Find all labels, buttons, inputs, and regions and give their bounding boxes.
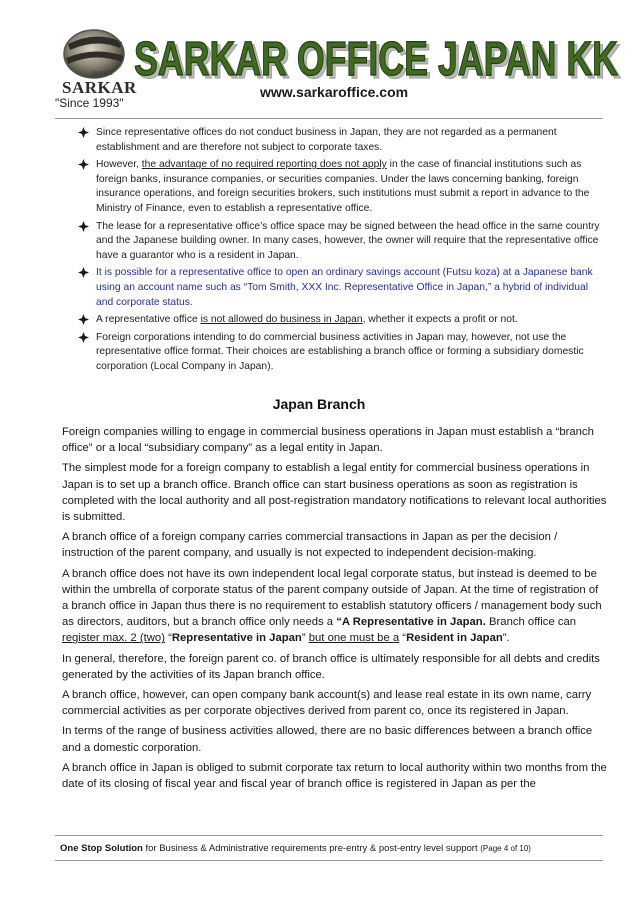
bullet-text-pre: A representative office [96,314,201,326]
footer-bottom-divider [55,860,603,861]
page-footer [60,843,531,854]
text-run: Branch office can [485,616,577,629]
bold-phrase: Resident in Japan [406,632,503,645]
text-run: “ [399,632,407,645]
paragraph: Foreign companies willing to engage in commercial business operations in Japan must establish a “branch office” or a local “subsidiary company” as a legal entity in Japan. [62,426,594,455]
section-body [62,424,607,796]
paragraph: In general, therefore, the foreign parent co. of branch office is ultimately responsible for all debts and credits generated by the activities of its Japan branch office. [62,652,600,681]
text-run: “ [164,632,172,645]
diamond-bullet-icon [78,221,89,232]
bullet-text: It is possible for a representative office to open an ordinary savings account (Futsu koza) at a Japanese bank using an account name such as “Tom Smith, XXX Inc. Representative Office in Japan,” a hybrid of individual and corporate status. [96,267,593,308]
section-title: Japan Branch [272,396,366,412]
logo-wordmark: SARKAR [62,78,137,97]
paragraph: A branch office, however, can open company bank account(s) and lease real estate in its own name, carry commercial activities as per corporate objectives derived from parent co, once its registered in Japan. [62,689,592,718]
bullet-text [96,314,518,325]
list-item [78,220,602,264]
text-run: A branch office does not have its own independent local legal corporate status, but instead is deemed to be within the umbrella of corporate status of the parent company outside of Japan. At the time of registration of a branch office in Japan thus there is no requirement to establish statutory officers / management body such as directors, auditors, but a branch office only needs a [62,567,602,629]
underlined-phrase: register max. 2 (two) [62,632,165,645]
list-item [78,158,602,216]
bullet-text: The lease for a representative office’s office space may be signed between the head office in the same country and the Japanese building owner. In many cases, however, the owner will require that the representative office have a guarantor who is a resident in Japan. [96,220,600,261]
paragraph: The simplest mode for a foreign company to establish a legal entity for commercial business operations in Japan is to set up a branch office. Branch office can start business operations as soon as registration is completed with the local authority and all post-registration mandatory notifications to relevant local authorities is submitted. [62,462,607,524]
page-header [0,0,638,120]
bullet-text-pre: However, [96,159,142,171]
paragraph [62,566,607,647]
paragraph: A branch office in Japan is obliged to submit corporate tax return to local authority within two months from the date of its closing of fiscal year and fiscal year of branch office is registered in Japan as per the [62,761,607,791]
diamond-bullet-icon [78,314,89,325]
paragraph: A branch office of a foreign company carries commercial transactions in Japan as per the decision / instruction of the parent company, and usually is not expected to independent decision-making. [62,531,558,560]
page-number: (Page 4 of 10) [480,844,531,853]
list-item [78,126,602,155]
since-tagline: "Since 1993" [55,96,124,110]
svg-text:SARKAR OFFICE JAPAN KK: SARKAR OFFICE JAPAN KK [137,36,622,83]
bullet-text: Since representative offices do not conduct business in Japan, they are not regarded as a permanent establishment and are therefore not subject to corporate taxes. [96,127,557,153]
text-run: ” [301,632,309,645]
paragraph: In terms of the range of business activities allowed, there are no basic differences between a branch office and a domestic corporation. [62,725,593,754]
bullet-text [96,159,589,214]
diamond-bullet-icon [78,127,89,138]
bullet-text-post: in the case of financial institutions such as foreign banks, insurance companies, or securities companies. Under the laws concerning banking, foreign insurance operations, and foreign securities brokers, such institutions must submit a report in advance to the Ministry of Finance, even to establish a representative office. [96,159,590,214]
diamond-bullet-icon [78,159,89,170]
bullet-underlined-phrase: the advantage of no required reporting does not apply [141,159,387,171]
bold-phrase: “A Representative in Japan. [336,616,486,629]
svg-text:SARKAR OFFICE JAPAN KK: SARKAR OFFICE JAPAN KK [134,33,619,83]
bullet-text-post: , whether it expects a profit or not. [362,314,518,326]
footer-divider [55,835,603,836]
website-url[interactable]: www.sarkaroffice.com [260,84,409,100]
representative-office-bullets [78,126,602,378]
bold-phrase: Representative in Japan [171,632,302,645]
footer-slogan: One Stop Solution [60,843,143,854]
list-item [78,313,602,328]
bullet-underlined-phrase: is not allowed do business in Japan [200,314,363,326]
footer-text: for Business & Administrative requirements pre-entry & post-entry level support [142,843,481,854]
list-item [78,266,602,310]
list-item [78,331,602,375]
brand-title [130,27,622,83]
diamond-bullet-icon [78,267,89,278]
underlined-phrase: but one must be a [308,632,400,645]
text-run: ”. [502,632,510,645]
logo-office-label: OFFICE [92,71,114,77]
diamond-bullet-icon [78,332,89,343]
bullet-text: Foreign corporations intending to do commercial business activities in Japan may, however, not use the representative office format. Their choices are establishing a branch office or forming a subsidiary domestic corporation (Local Company in Japan). [96,331,584,372]
header-divider [55,118,603,119]
